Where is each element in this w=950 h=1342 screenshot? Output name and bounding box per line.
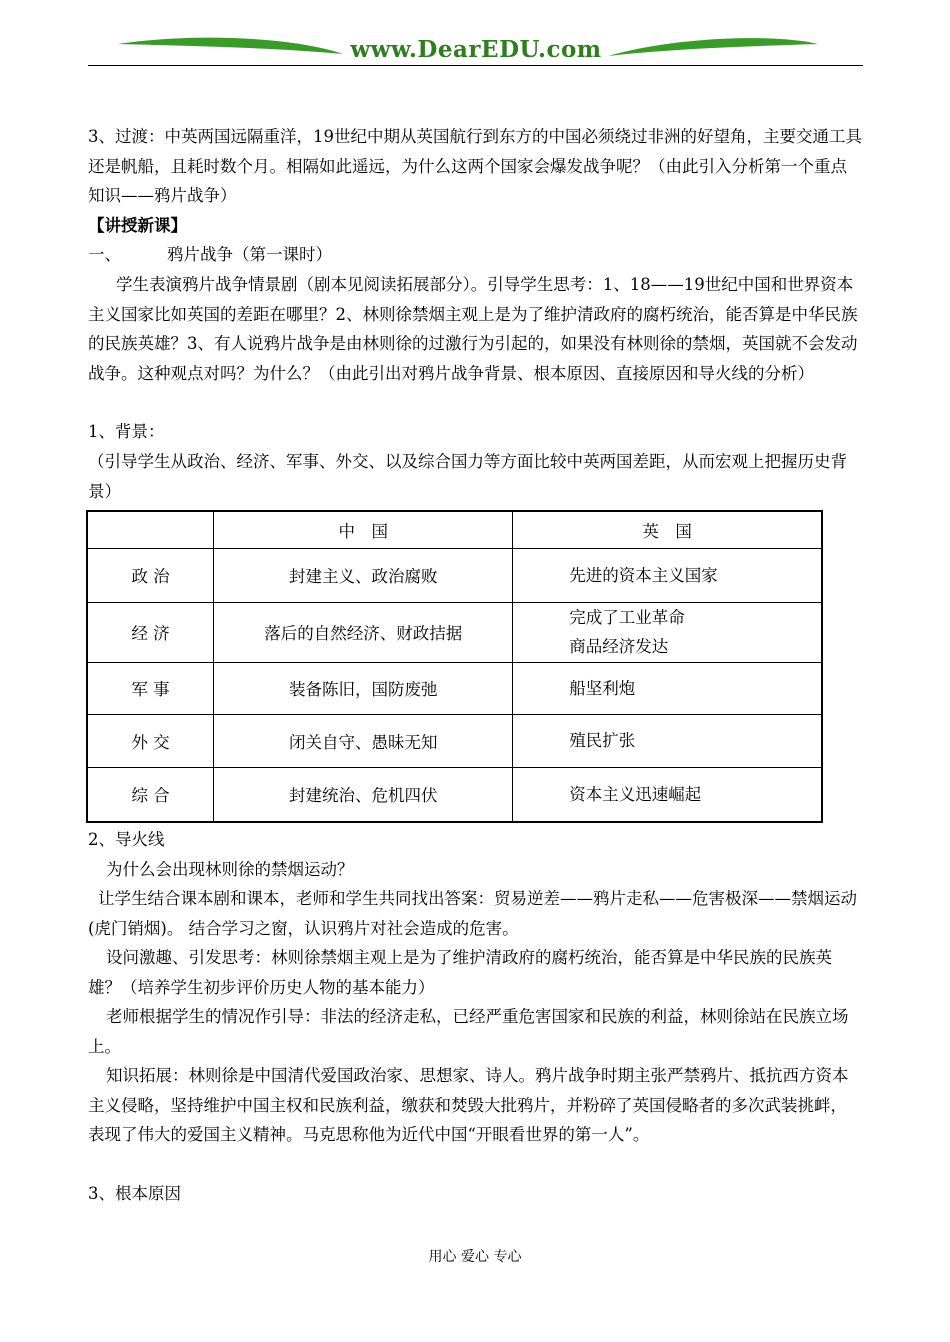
britain-cell-text: 船坚利炮 xyxy=(569,678,636,698)
table-row xyxy=(87,714,822,767)
page-header xyxy=(88,28,863,70)
table-header-row xyxy=(87,511,822,548)
china-cell: 封建统治、危机四伏 xyxy=(214,767,513,822)
britain-cell-text: 殖民扩张 xyxy=(569,731,636,750)
part-one-number: 一、 xyxy=(88,245,121,264)
table-row xyxy=(87,602,822,662)
fuse-title: 2、导火线 xyxy=(88,830,165,849)
background-title: 1、背景： xyxy=(88,422,165,441)
britain-cell-text-line2: 商品经济发达 xyxy=(569,637,669,656)
britain-cell xyxy=(513,714,822,767)
britain-cell-text: 先进的资本主义国家 xyxy=(569,565,718,585)
row-label: 经 济 xyxy=(87,602,214,662)
china-cell: 落后的自然经济、财政拮据 xyxy=(214,602,513,662)
britain-cell xyxy=(513,662,822,714)
fuse-answer: 让学生结合课本剧和课本，老师和学生共同找出答案：贸易逆差——鸦片走私——危害极深——禁烟运动(虎门销烟)。 结合学习之窗，认识鸦片对社会造成的危害。 xyxy=(88,889,857,938)
intro-paragraph: 学生表演鸦片战争情景剧（剧本见阅读拓展部分）。引导学生思考：1、18——19世纪中国和世界资本主义国家比如英国的差距在哪里？2、林则徐禁烟主观上是为了维护清政府的腐朽统治，能否算是中华民族的民族英雄？3、有人说鸦片战争是由林则徐的过激行为引起的，如果没有林则徐的禁烟，英国就不会发动战争。这种观点对吗？为什么？（由此引出对鸦片战争背景、根本原因、直接原因和导火线的分析） xyxy=(88,275,858,383)
row-label: 综 合 xyxy=(87,767,214,822)
comparison-table xyxy=(86,510,823,823)
part-one-title: 鸦片战争（第一课时） xyxy=(167,245,332,264)
table-row xyxy=(87,767,822,822)
china-cell: 装备陈旧，国防废弛 xyxy=(214,662,513,714)
britain-cell xyxy=(513,602,822,662)
background-note: （引导学生从政治、经济、军事、外交、以及综合国力等方面比较中英两国差距，从而宏观上把握历史背景） xyxy=(88,452,847,501)
site-logo-text: www.DearEDU.com xyxy=(350,36,602,63)
britain-cell xyxy=(513,767,822,822)
row-label: 外 交 xyxy=(87,714,214,767)
extension-paragraph: 知识拓展：林则徐是中国清代爱国政治家、思想家、诗人。鸦片战争时期主张严禁鸦片、抵抗西方资本主义侵略，坚持维护中国主权和民族利益，缴获和焚毁大批鸦片，并粉碎了英国侵略者的多次武装挑衅，表现了伟大的爱国主义精神。马克思称他为近代中国“开眼看世界的第一人”。 xyxy=(88,1066,849,1144)
transition-paragraph: 3、过渡：中英两国远隔重洋，19世纪中期从英国航行到东方的中国必须绕过非洲的好望角，主要交通工具还是帆船，且耗时数个月。相隔如此遥远，为什么这两个国家会爆发战争呢？（由此引入分析第一个重点知识——鸦片战争） xyxy=(88,127,862,205)
china-cell: 闭关自守、愚昧无知 xyxy=(214,714,513,767)
guide-paragraph: 老师根据学生的情况作引导：非法的经济走私，已经严重危害国家和民族的利益，林则徐站在民族立场上。 xyxy=(88,1007,849,1056)
part-one-heading xyxy=(88,240,863,270)
table-corner-cell xyxy=(87,511,214,548)
page-footer: 用心 爱心 专心 xyxy=(428,1249,522,1265)
column-header-china: 中 国 xyxy=(214,511,513,548)
header-divider xyxy=(88,65,863,66)
row-label: 政 治 xyxy=(87,548,214,602)
britain-cell-text: 资本主义迅速崛起 xyxy=(569,784,702,804)
question-paragraph: 设问激趣、引发思考：林则徐禁烟主观上是为了维护清政府的腐朽统治，能否算是中华民族的民族英雄？（培养学生初步评价历史人物的基本能力） xyxy=(88,948,832,997)
root-cause-title: 3、根本原因 xyxy=(88,1184,181,1203)
britain-cell xyxy=(513,548,822,602)
fuse-question: 为什么会出现林则徐的禁烟运动？ xyxy=(106,860,354,879)
china-cell: 封建主义、政治腐败 xyxy=(214,548,513,602)
row-label: 军 事 xyxy=(87,662,214,714)
table-row xyxy=(87,548,822,602)
section-heading: 【讲授新课】 xyxy=(88,216,187,235)
column-header-britain: 英 国 xyxy=(513,511,822,548)
table-row xyxy=(87,662,822,714)
britain-cell-text: 完成了工业革命 xyxy=(569,608,685,627)
